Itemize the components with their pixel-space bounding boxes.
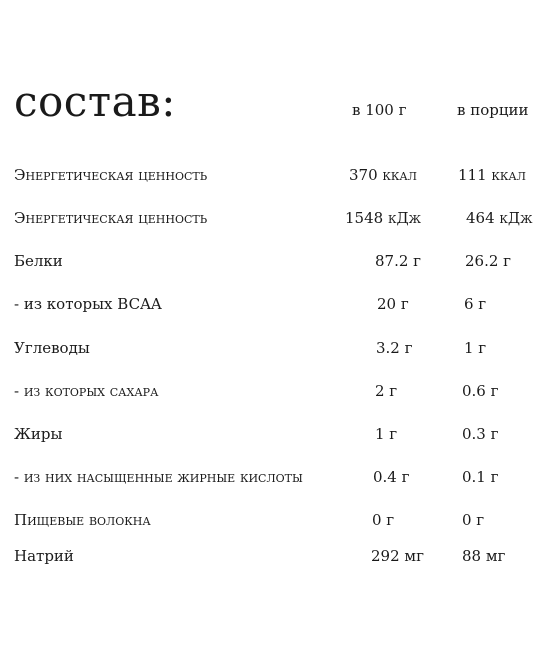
value-per-serving: 6 г — [464, 295, 487, 313]
value-per-serving: 0.6 г — [462, 382, 499, 400]
value-per-100g: 0.4 г — [373, 468, 410, 486]
column-header-per-serving: в порции — [457, 101, 529, 119]
nutrient-name: Энергетическая ценность — [14, 209, 208, 227]
value-per-100g: 292 мг — [371, 547, 424, 565]
value-per-100g: 2 г — [375, 382, 398, 400]
column-header-per-100g: в 100 г — [352, 101, 407, 119]
value-per-100g: 370 ккал — [349, 166, 417, 184]
page-title: состав: — [14, 77, 176, 126]
value-per-100g: 3.2 г — [376, 339, 413, 357]
nutrient-name: Углеводы — [14, 339, 90, 357]
table-row — [0, 380, 540, 402]
value-per-serving: 0.3 г — [462, 425, 499, 443]
value-per-serving: 111 ккал — [458, 166, 526, 184]
nutrient-name: Жиры — [14, 425, 63, 443]
nutrient-name: Энергетическая ценность — [14, 166, 208, 184]
nutrient-name: Пищевые волокна — [14, 511, 151, 529]
table-row — [0, 545, 540, 567]
value-per-serving: 0.1 г — [462, 468, 499, 486]
value-per-serving: 0 г — [462, 511, 485, 529]
value-per-100g: 20 г — [377, 295, 409, 313]
nutrient-name: Натрий — [14, 547, 74, 565]
nutrient-name: - из которых сахара — [14, 382, 159, 400]
table-row — [0, 250, 540, 272]
table-row — [0, 293, 540, 315]
value-per-100g: 87.2 г — [375, 252, 422, 270]
table-row — [0, 337, 540, 359]
table-row — [0, 466, 540, 488]
table-row — [0, 164, 540, 186]
value-per-serving: 26.2 г — [465, 252, 512, 270]
table-row — [0, 423, 540, 445]
value-per-100g: 1 г — [375, 425, 398, 443]
table-row — [0, 509, 540, 531]
table-row — [0, 207, 540, 229]
value-per-serving: 88 мг — [462, 547, 506, 565]
nutrient-name: - из них насыщенные жирные кислоты — [14, 468, 303, 486]
value-per-serving: 464 кДж — [466, 209, 533, 227]
value-per-100g: 0 г — [372, 511, 395, 529]
value-per-100g: 1548 кДж — [345, 209, 422, 227]
value-per-serving: 1 г — [464, 339, 487, 357]
nutrient-name: - из которых BCAA — [14, 295, 162, 313]
nutrient-name: Белки — [14, 252, 63, 270]
